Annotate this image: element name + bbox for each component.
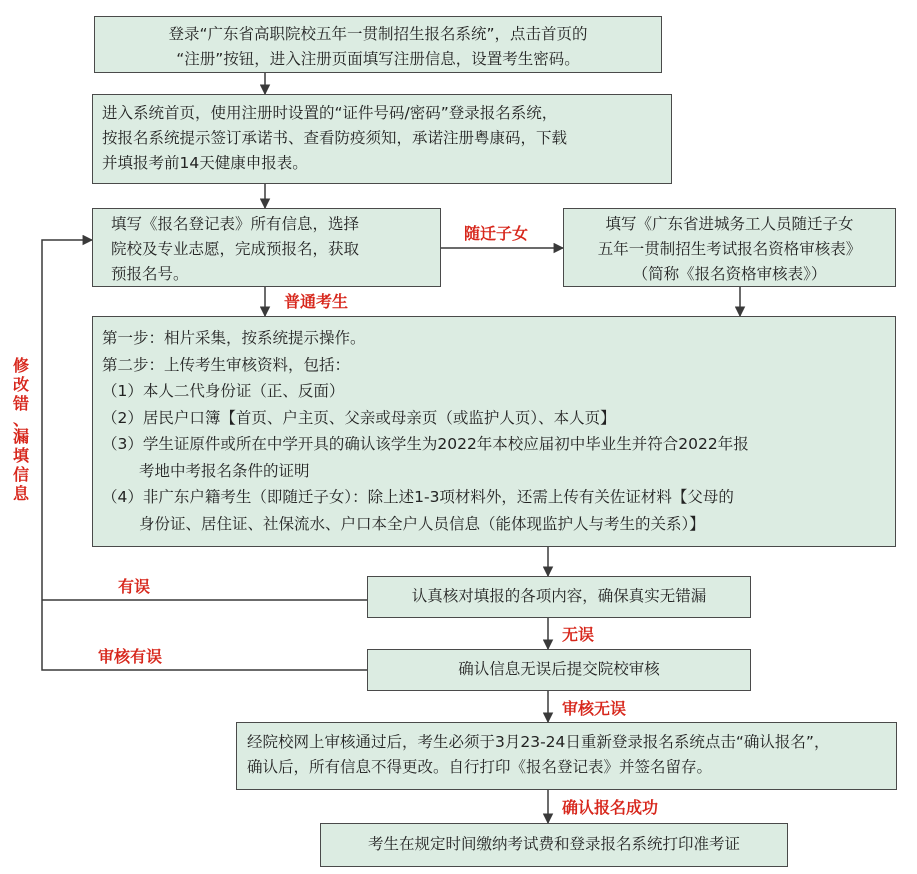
label-no-error: 无误: [562, 625, 595, 644]
step3b-qualification-form-box: [563, 208, 896, 287]
step4-line-6: 考地中考报名条件的证明: [139, 461, 310, 480]
step4-line-5: （3）学生证原件或所在中学开具的确认该学生为2022年本校应届初中毕业生并符合2022年报: [102, 435, 749, 453]
step7-line-2: 确认后，所有信息不得更改。自行打印《报名登记表》并签名留存。: [247, 758, 713, 776]
label-error: 有误: [118, 577, 151, 596]
label-regular-student: 普通考生: [284, 292, 349, 311]
step3b-line-3: （简称《报名资格审核表》）: [632, 265, 827, 283]
step6-submit-box: [367, 649, 751, 691]
step2-line-2: 按报名系统提示签订承诺书、查看防疫须知，承诺注册粤康码，下载: [102, 129, 568, 147]
label-confirm-success: 确认报名成功: [562, 798, 659, 817]
step3b-line-1: 填写《广东省进城务工人员随迁子女: [605, 215, 854, 233]
step5-verify-box: [367, 576, 751, 618]
step6-text: 确认信息无误后提交院校审核: [458, 660, 660, 678]
step5-text: 认真核对填报的各项内容，确保真实无错漏: [411, 587, 707, 605]
step3b-line-2: 五年一贯制招生考试报名资格审核表》: [597, 240, 862, 258]
label-fix-missing-info: 修 改 错 、 漏 填 信 息: [8, 356, 34, 503]
step3-line-3: 预报名号。: [111, 265, 189, 283]
step1-line-2: “注册”按钮，进入注册页面填写注册信息，设置考生密码。: [176, 50, 580, 68]
step3-line-1: 填写《报名登记表》所有信息，选择: [111, 215, 360, 233]
step8-text: 考生在规定时间缴纳考试费和登录报名系统打印准考证: [367, 835, 740, 853]
step4-line-7: （4）非广东户籍考生（即随迁子女）：除上述1-3项材料外，还需上传有关佐证材料【父母的: [102, 488, 734, 506]
step3-line-2: 院校及专业志愿，完成预报名，获取: [111, 240, 360, 258]
step4-line-8: 身份证、居住证、社保流水、户口本全户人员信息（能体现监护人与考生的关系）】: [139, 514, 705, 533]
step4-line-3: （1）本人二代身份证（正、反面）: [102, 382, 345, 400]
step2-line-3: 并填报考前14天健康申报表。: [102, 154, 308, 172]
step8-exam-ticket-box: [320, 823, 788, 867]
label-migrant-children: 随迁子女: [464, 224, 529, 243]
step4-line-1: 第一步：相片采集，按系统提示操作。: [102, 329, 366, 347]
step1-line-1: 登录“广东省高职院校五年一贯制招生报名系统”，点击首页的: [168, 25, 588, 43]
step7-confirm-box: [236, 722, 897, 790]
step2-line-1: 进入系统首页，使用注册时设置的“证件号码/密码”登录报名系统，: [102, 104, 558, 122]
label-review-ok: 审核无误: [562, 699, 627, 718]
label-review-error: 审核有误: [98, 647, 163, 666]
step7-line-1: 经院校网上审核通过后，考生必须于3月23-24日重新登录报名系统点击“确认报名”，: [247, 733, 830, 751]
step4-line-2: 第二步：上传考生审核资料，包括：: [102, 355, 351, 374]
step4-upload-materials-box: [92, 316, 896, 547]
step1-register-box: [94, 16, 662, 73]
step4-line-4: （2）居民户口簿【首页、户主页、父亲或母亲页（或监护人页）、本人页】: [102, 408, 616, 427]
step3-preregistration-box: [92, 208, 441, 287]
step2-login-box: [92, 94, 672, 184]
